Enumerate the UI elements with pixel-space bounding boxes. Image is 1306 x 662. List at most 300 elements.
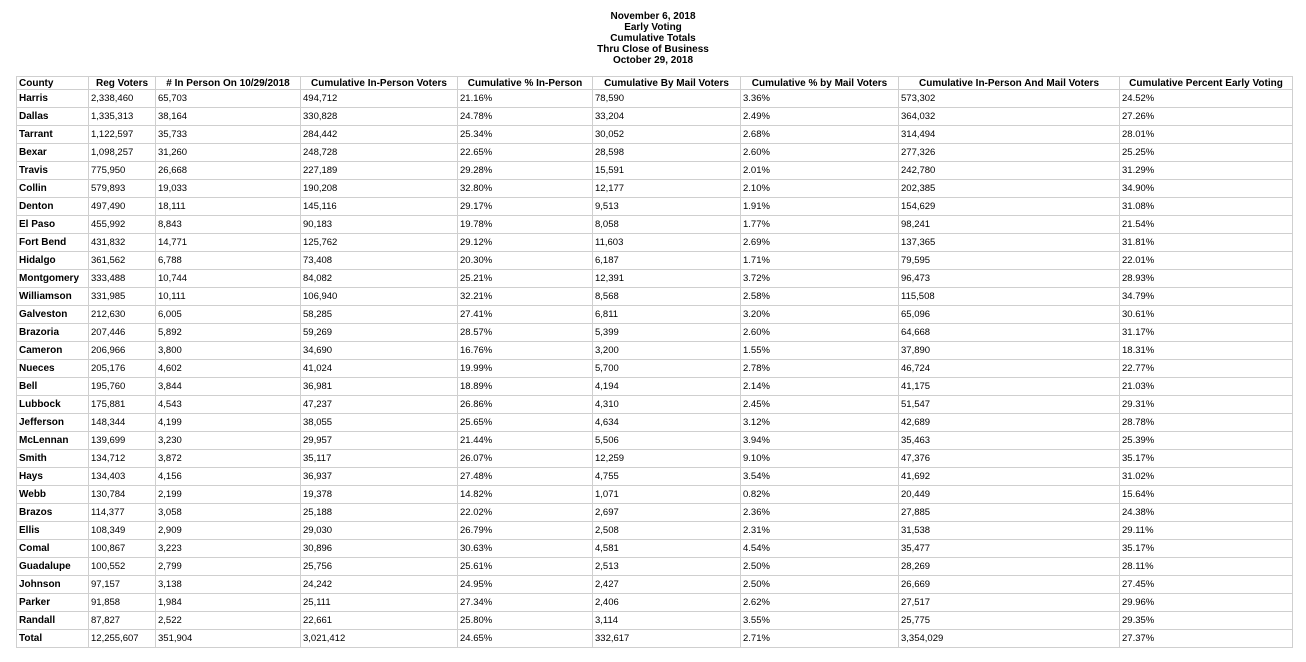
cell-in-person-today: 18,111 xyxy=(156,198,301,216)
cell-cumulative-by-mail: 2,508 xyxy=(593,522,741,540)
cell-cumulative-in-person-and-mail: 37,890 xyxy=(899,342,1120,360)
cell-cumulative-pct-in-person: 32.80% xyxy=(458,180,593,198)
cell-cumulative-in-person-and-mail: 26,669 xyxy=(899,576,1120,594)
cell-cumulative-percent-early-voting: 28.11% xyxy=(1120,558,1293,576)
report-date: October 29, 2018 xyxy=(612,55,694,66)
cell-cumulative-percent-early-voting: 29.11% xyxy=(1120,522,1293,540)
cell-cumulative-percent-early-voting: 21.54% xyxy=(1120,216,1293,234)
table-row xyxy=(17,252,1293,270)
cell-cumulative-percent-early-voting: 34.90% xyxy=(1120,180,1293,198)
cell-cumulative-in-person: 106,940 xyxy=(301,288,458,306)
cell-cumulative-pct-by-mail: 2.60% xyxy=(741,324,899,342)
cell-in-person-today: 6,005 xyxy=(156,306,301,324)
cell-cumulative-by-mail: 2,697 xyxy=(593,504,741,522)
cell-cumulative-pct-in-person: 22.65% xyxy=(458,144,593,162)
cell-cumulative-pct-by-mail: 1.91% xyxy=(741,198,899,216)
cell-cumulative-in-person: 125,762 xyxy=(301,234,458,252)
cell-cumulative-pct-by-mail: 2.62% xyxy=(741,594,899,612)
cell-cumulative-pct-in-person: 30.63% xyxy=(458,540,593,558)
cell-reg-voters: 1,098,257 xyxy=(89,144,156,162)
cell-cumulative-in-person: 47,237 xyxy=(301,396,458,414)
cell-county: Brazos xyxy=(17,504,89,522)
cell-cumulative-pct-in-person: 14.82% xyxy=(458,486,593,504)
cell-cumulative-percent-early-voting: 22.77% xyxy=(1120,360,1293,378)
cell-cumulative-in-person: 36,981 xyxy=(301,378,458,396)
cell-cumulative-in-person: 36,937 xyxy=(301,468,458,486)
cell-cumulative-pct-in-person: 25.61% xyxy=(458,558,593,576)
cell-county: Jefferson xyxy=(17,414,89,432)
cell-in-person-today: 3,800 xyxy=(156,342,301,360)
cell-cumulative-by-mail: 28,598 xyxy=(593,144,741,162)
report-subtitle: Cumulative Totals xyxy=(610,33,696,44)
cell-cumulative-pct-in-person: 25.65% xyxy=(458,414,593,432)
cell-reg-voters: 775,950 xyxy=(89,162,156,180)
cell-cumulative-percent-early-voting: 34.79% xyxy=(1120,288,1293,306)
cell-reg-voters: 100,867 xyxy=(89,540,156,558)
cell-cumulative-in-person-and-mail: 96,473 xyxy=(899,270,1120,288)
cell-cumulative-in-person: 3,021,412 xyxy=(301,630,458,648)
cell-cumulative-in-person-and-mail: 42,689 xyxy=(899,414,1120,432)
table-row xyxy=(17,108,1293,126)
cell-cumulative-pct-in-person: 19.99% xyxy=(458,360,593,378)
cell-cumulative-in-person-and-mail: 137,365 xyxy=(899,234,1120,252)
cell-in-person-today: 4,602 xyxy=(156,360,301,378)
cell-cumulative-in-person: 90,183 xyxy=(301,216,458,234)
cell-cumulative-in-person-and-mail: 25,775 xyxy=(899,612,1120,630)
cell-cumulative-pct-by-mail: 2.50% xyxy=(741,558,899,576)
cell-cumulative-percent-early-voting: 35.17% xyxy=(1120,540,1293,558)
cell-cumulative-in-person-and-mail: 35,477 xyxy=(899,540,1120,558)
cell-cumulative-pct-in-person: 26.07% xyxy=(458,450,593,468)
cell-cumulative-by-mail: 12,391 xyxy=(593,270,741,288)
cell-county: Brazoria xyxy=(17,324,89,342)
cell-cumulative-by-mail: 4,755 xyxy=(593,468,741,486)
cell-cumulative-pct-in-person: 27.41% xyxy=(458,306,593,324)
cell-cumulative-by-mail: 2,427 xyxy=(593,576,741,594)
cell-cumulative-pct-in-person: 21.16% xyxy=(458,90,593,108)
cell-county: Fort Bend xyxy=(17,234,89,252)
cell-cumulative-in-person-and-mail: 242,780 xyxy=(899,162,1120,180)
cell-in-person-today: 10,744 xyxy=(156,270,301,288)
cell-county: Total xyxy=(17,630,89,648)
cell-county: Comal xyxy=(17,540,89,558)
cell-cumulative-percent-early-voting: 31.29% xyxy=(1120,162,1293,180)
table-row xyxy=(17,288,1293,306)
cell-cumulative-by-mail: 4,581 xyxy=(593,540,741,558)
cell-reg-voters: 97,157 xyxy=(89,576,156,594)
cell-cumulative-in-person: 227,189 xyxy=(301,162,458,180)
cell-reg-voters: 205,176 xyxy=(89,360,156,378)
cell-cumulative-pct-by-mail: 2.69% xyxy=(741,234,899,252)
table-row xyxy=(17,144,1293,162)
table-row xyxy=(17,180,1293,198)
cell-cumulative-in-person-and-mail: 46,724 xyxy=(899,360,1120,378)
cell-reg-voters: 108,349 xyxy=(89,522,156,540)
cell-in-person-today: 3,230 xyxy=(156,432,301,450)
cell-in-person-today: 31,260 xyxy=(156,144,301,162)
cell-county: Hays xyxy=(17,468,89,486)
cell-cumulative-in-person: 25,756 xyxy=(301,558,458,576)
cell-county: Ellis xyxy=(17,522,89,540)
cell-cumulative-pct-in-person: 24.78% xyxy=(458,108,593,126)
cell-county: Travis xyxy=(17,162,89,180)
cell-in-person-today: 10,111 xyxy=(156,288,301,306)
cell-reg-voters: 1,335,313 xyxy=(89,108,156,126)
column-header-reg-voters: Reg Voters xyxy=(89,77,156,90)
table-row xyxy=(17,270,1293,288)
cell-cumulative-pct-in-person: 32.21% xyxy=(458,288,593,306)
cell-cumulative-pct-by-mail: 3.94% xyxy=(741,432,899,450)
cell-cumulative-percent-early-voting: 27.37% xyxy=(1120,630,1293,648)
cell-county: El Paso xyxy=(17,216,89,234)
cell-cumulative-percent-early-voting: 30.61% xyxy=(1120,306,1293,324)
cell-cumulative-pct-in-person: 29.17% xyxy=(458,198,593,216)
cell-cumulative-by-mail: 3,114 xyxy=(593,612,741,630)
cell-reg-voters: 12,255,607 xyxy=(89,630,156,648)
cell-reg-voters: 91,858 xyxy=(89,594,156,612)
table-row xyxy=(17,576,1293,594)
cell-cumulative-by-mail: 8,568 xyxy=(593,288,741,306)
cell-cumulative-pct-by-mail: 3.55% xyxy=(741,612,899,630)
cell-cumulative-pct-by-mail: 2.68% xyxy=(741,126,899,144)
cell-in-person-today: 2,199 xyxy=(156,486,301,504)
cell-cumulative-pct-in-person: 25.80% xyxy=(458,612,593,630)
cell-cumulative-by-mail: 332,617 xyxy=(593,630,741,648)
table-row xyxy=(17,540,1293,558)
cell-in-person-today: 1,984 xyxy=(156,594,301,612)
cell-cumulative-percent-early-voting: 27.26% xyxy=(1120,108,1293,126)
cell-cumulative-pct-by-mail: 3.72% xyxy=(741,270,899,288)
cell-in-person-today: 4,199 xyxy=(156,414,301,432)
report-header xyxy=(0,11,1306,66)
report-period: Thru Close of Business xyxy=(597,44,709,55)
cell-cumulative-in-person-and-mail: 277,326 xyxy=(899,144,1120,162)
cell-reg-voters: 130,784 xyxy=(89,486,156,504)
cell-cumulative-pct-in-person: 27.48% xyxy=(458,468,593,486)
cell-cumulative-pct-in-person: 20.30% xyxy=(458,252,593,270)
cell-cumulative-pct-by-mail: 2.36% xyxy=(741,504,899,522)
cell-cumulative-in-person: 38,055 xyxy=(301,414,458,432)
cell-cumulative-in-person: 41,024 xyxy=(301,360,458,378)
cell-cumulative-in-person: 34,690 xyxy=(301,342,458,360)
cell-cumulative-pct-by-mail: 2.49% xyxy=(741,108,899,126)
cell-cumulative-in-person-and-mail: 3,354,029 xyxy=(899,630,1120,648)
cell-cumulative-percent-early-voting: 25.25% xyxy=(1120,144,1293,162)
cell-cumulative-pct-in-person: 25.21% xyxy=(458,270,593,288)
cell-cumulative-by-mail: 5,506 xyxy=(593,432,741,450)
cell-cumulative-in-person-and-mail: 28,269 xyxy=(899,558,1120,576)
cell-cumulative-by-mail: 4,194 xyxy=(593,378,741,396)
cell-cumulative-in-person-and-mail: 27,885 xyxy=(899,504,1120,522)
cell-reg-voters: 195,760 xyxy=(89,378,156,396)
cell-reg-voters: 431,832 xyxy=(89,234,156,252)
cell-in-person-today: 38,164 xyxy=(156,108,301,126)
table-row xyxy=(17,414,1293,432)
table-row xyxy=(17,216,1293,234)
cell-cumulative-in-person-and-mail: 64,668 xyxy=(899,324,1120,342)
cell-county: Denton xyxy=(17,198,89,216)
cell-cumulative-pct-by-mail: 2.60% xyxy=(741,144,899,162)
cell-cumulative-pct-in-person: 19.78% xyxy=(458,216,593,234)
cell-cumulative-percent-early-voting: 25.39% xyxy=(1120,432,1293,450)
table-row xyxy=(17,162,1293,180)
cell-cumulative-in-person-and-mail: 314,494 xyxy=(899,126,1120,144)
cell-cumulative-percent-early-voting: 24.38% xyxy=(1120,504,1293,522)
cell-cumulative-pct-in-person: 26.79% xyxy=(458,522,593,540)
cell-cumulative-pct-by-mail: 1.71% xyxy=(741,252,899,270)
cell-county: Cameron xyxy=(17,342,89,360)
cell-cumulative-pct-in-person: 29.12% xyxy=(458,234,593,252)
cell-cumulative-pct-by-mail: 4.54% xyxy=(741,540,899,558)
cell-cumulative-in-person-and-mail: 41,692 xyxy=(899,468,1120,486)
table-row xyxy=(17,630,1293,648)
cell-cumulative-percent-early-voting: 35.17% xyxy=(1120,450,1293,468)
table-row xyxy=(17,198,1293,216)
cell-cumulative-by-mail: 9,513 xyxy=(593,198,741,216)
cell-county: Galveston xyxy=(17,306,89,324)
cell-county: Tarrant xyxy=(17,126,89,144)
cell-cumulative-percent-early-voting: 24.52% xyxy=(1120,90,1293,108)
cell-cumulative-by-mail: 6,811 xyxy=(593,306,741,324)
cell-reg-voters: 331,985 xyxy=(89,288,156,306)
cell-in-person-today: 3,058 xyxy=(156,504,301,522)
table-body xyxy=(17,90,1293,648)
cell-cumulative-in-person-and-mail: 51,547 xyxy=(899,396,1120,414)
cell-cumulative-pct-in-person: 28.57% xyxy=(458,324,593,342)
cell-reg-voters: 175,881 xyxy=(89,396,156,414)
cell-reg-voters: 361,562 xyxy=(89,252,156,270)
cell-cumulative-pct-by-mail: 2.71% xyxy=(741,630,899,648)
cell-cumulative-pct-in-person: 24.95% xyxy=(458,576,593,594)
cell-cumulative-in-person: 35,117 xyxy=(301,450,458,468)
cell-cumulative-pct-by-mail: 2.01% xyxy=(741,162,899,180)
cell-cumulative-pct-by-mail: 3.20% xyxy=(741,306,899,324)
cell-reg-voters: 497,490 xyxy=(89,198,156,216)
cell-cumulative-in-person: 25,188 xyxy=(301,504,458,522)
cell-cumulative-pct-by-mail: 2.50% xyxy=(741,576,899,594)
cell-cumulative-by-mail: 8,058 xyxy=(593,216,741,234)
cell-in-person-today: 65,703 xyxy=(156,90,301,108)
cell-in-person-today: 6,788 xyxy=(156,252,301,270)
cell-county: Dallas xyxy=(17,108,89,126)
cell-reg-voters: 139,699 xyxy=(89,432,156,450)
cell-in-person-today: 2,799 xyxy=(156,558,301,576)
cell-cumulative-by-mail: 11,603 xyxy=(593,234,741,252)
cell-cumulative-in-person-and-mail: 573,302 xyxy=(899,90,1120,108)
report-type: Early Voting xyxy=(624,22,682,33)
cell-county: Johnson xyxy=(17,576,89,594)
cell-reg-voters: 333,488 xyxy=(89,270,156,288)
cell-reg-voters: 2,338,460 xyxy=(89,90,156,108)
table-header-row xyxy=(17,77,1293,90)
cell-cumulative-pct-in-person: 26.86% xyxy=(458,396,593,414)
cell-cumulative-percent-early-voting: 31.08% xyxy=(1120,198,1293,216)
cell-county: Collin xyxy=(17,180,89,198)
table-row xyxy=(17,342,1293,360)
cell-in-person-today: 14,771 xyxy=(156,234,301,252)
cell-in-person-today: 19,033 xyxy=(156,180,301,198)
cell-cumulative-pct-in-person: 25.34% xyxy=(458,126,593,144)
cell-reg-voters: 1,122,597 xyxy=(89,126,156,144)
cell-reg-voters: 148,344 xyxy=(89,414,156,432)
cell-county: Smith xyxy=(17,450,89,468)
cell-county: Randall xyxy=(17,612,89,630)
cell-cumulative-by-mail: 15,591 xyxy=(593,162,741,180)
cell-cumulative-in-person: 29,957 xyxy=(301,432,458,450)
cell-cumulative-pct-by-mail: 2.10% xyxy=(741,180,899,198)
cell-cumulative-percent-early-voting: 28.01% xyxy=(1120,126,1293,144)
cell-cumulative-in-person-and-mail: 79,595 xyxy=(899,252,1120,270)
cell-cumulative-pct-in-person: 29.28% xyxy=(458,162,593,180)
cell-cumulative-in-person-and-mail: 65,096 xyxy=(899,306,1120,324)
column-header-cumulative-percent-early-voting: Cumulative Percent Early Voting xyxy=(1120,77,1293,90)
cell-cumulative-by-mail: 2,406 xyxy=(593,594,741,612)
cell-county: Bell xyxy=(17,378,89,396)
table-row xyxy=(17,504,1293,522)
cell-cumulative-in-person-and-mail: 20,449 xyxy=(899,486,1120,504)
cell-in-person-today: 3,138 xyxy=(156,576,301,594)
cell-cumulative-in-person-and-mail: 115,508 xyxy=(899,288,1120,306)
cell-reg-voters: 134,712 xyxy=(89,450,156,468)
cell-cumulative-percent-early-voting: 28.78% xyxy=(1120,414,1293,432)
cell-cumulative-pct-by-mail: 3.12% xyxy=(741,414,899,432)
cell-cumulative-percent-early-voting: 29.96% xyxy=(1120,594,1293,612)
cell-cumulative-in-person-and-mail: 98,241 xyxy=(899,216,1120,234)
cell-cumulative-percent-early-voting: 21.03% xyxy=(1120,378,1293,396)
cell-cumulative-in-person: 19,378 xyxy=(301,486,458,504)
cell-cumulative-in-person: 24,242 xyxy=(301,576,458,594)
table-row xyxy=(17,324,1293,342)
cell-in-person-today: 35,733 xyxy=(156,126,301,144)
column-header-cumulative-by-mail: Cumulative By Mail Voters xyxy=(593,77,741,90)
cell-cumulative-in-person: 22,661 xyxy=(301,612,458,630)
table-row xyxy=(17,486,1293,504)
column-header-cumulative-in-person-and-mail: Cumulative In-Person And Mail Voters xyxy=(899,77,1120,90)
cell-cumulative-pct-by-mail: 1.77% xyxy=(741,216,899,234)
cell-in-person-today: 4,543 xyxy=(156,396,301,414)
cell-cumulative-by-mail: 5,700 xyxy=(593,360,741,378)
table-row xyxy=(17,396,1293,414)
cell-cumulative-percent-early-voting: 31.17% xyxy=(1120,324,1293,342)
cell-reg-voters: 100,552 xyxy=(89,558,156,576)
cell-county: Montgomery xyxy=(17,270,89,288)
cell-cumulative-in-person-and-mail: 202,385 xyxy=(899,180,1120,198)
cell-reg-voters: 579,893 xyxy=(89,180,156,198)
cell-cumulative-by-mail: 30,052 xyxy=(593,126,741,144)
cell-cumulative-by-mail: 3,200 xyxy=(593,342,741,360)
cell-cumulative-in-person: 284,442 xyxy=(301,126,458,144)
cell-cumulative-in-person: 59,269 xyxy=(301,324,458,342)
cell-county: Guadalupe xyxy=(17,558,89,576)
cell-in-person-today: 4,156 xyxy=(156,468,301,486)
cell-cumulative-percent-early-voting: 31.02% xyxy=(1120,468,1293,486)
cell-cumulative-in-person: 58,285 xyxy=(301,306,458,324)
cell-cumulative-pct-in-person: 16.76% xyxy=(458,342,593,360)
cell-in-person-today: 5,892 xyxy=(156,324,301,342)
cell-cumulative-pct-in-person: 24.65% xyxy=(458,630,593,648)
cell-in-person-today: 3,872 xyxy=(156,450,301,468)
cell-cumulative-by-mail: 1,071 xyxy=(593,486,741,504)
cell-cumulative-pct-in-person: 18.89% xyxy=(458,378,593,396)
cell-in-person-today: 26,668 xyxy=(156,162,301,180)
cell-county: Webb xyxy=(17,486,89,504)
table-row xyxy=(17,360,1293,378)
cell-in-person-today: 351,904 xyxy=(156,630,301,648)
cell-cumulative-percent-early-voting: 18.31% xyxy=(1120,342,1293,360)
cell-cumulative-pct-in-person: 22.02% xyxy=(458,504,593,522)
cell-cumulative-by-mail: 2,513 xyxy=(593,558,741,576)
cell-reg-voters: 87,827 xyxy=(89,612,156,630)
cell-cumulative-in-person-and-mail: 154,629 xyxy=(899,198,1120,216)
cell-county: Williamson xyxy=(17,288,89,306)
cell-cumulative-percent-early-voting: 22.01% xyxy=(1120,252,1293,270)
cell-reg-voters: 207,446 xyxy=(89,324,156,342)
cell-cumulative-in-person: 248,728 xyxy=(301,144,458,162)
cell-cumulative-in-person-and-mail: 41,175 xyxy=(899,378,1120,396)
column-header-county: County xyxy=(17,77,89,90)
cell-cumulative-by-mail: 12,177 xyxy=(593,180,741,198)
table-row xyxy=(17,450,1293,468)
cell-cumulative-in-person: 330,828 xyxy=(301,108,458,126)
column-header-cumulative-in-person: Cumulative In-Person Voters xyxy=(301,77,458,90)
cell-cumulative-in-person-and-mail: 27,517 xyxy=(899,594,1120,612)
cell-in-person-today: 3,844 xyxy=(156,378,301,396)
cell-cumulative-pct-by-mail: 2.58% xyxy=(741,288,899,306)
table-row xyxy=(17,306,1293,324)
table-row xyxy=(17,522,1293,540)
cell-cumulative-pct-by-mail: 9.10% xyxy=(741,450,899,468)
cell-cumulative-pct-by-mail: 1.55% xyxy=(741,342,899,360)
cell-cumulative-percent-early-voting: 29.31% xyxy=(1120,396,1293,414)
column-header-cumulative-pct-by-mail: Cumulative % by Mail Voters xyxy=(741,77,899,90)
cell-cumulative-in-person: 73,408 xyxy=(301,252,458,270)
table-row xyxy=(17,558,1293,576)
cell-in-person-today: 3,223 xyxy=(156,540,301,558)
cell-county: Harris xyxy=(17,90,89,108)
cell-in-person-today: 8,843 xyxy=(156,216,301,234)
table-row xyxy=(17,90,1293,108)
cell-cumulative-by-mail: 6,187 xyxy=(593,252,741,270)
cell-cumulative-pct-by-mail: 2.45% xyxy=(741,396,899,414)
column-header-cumulative-pct-in-person: Cumulative % In-Person xyxy=(458,77,593,90)
cell-county: Lubbock xyxy=(17,396,89,414)
cell-cumulative-in-person-and-mail: 47,376 xyxy=(899,450,1120,468)
column-header-in-person-today: # In Person On 10/29/2018 xyxy=(156,77,301,90)
cell-cumulative-in-person: 190,208 xyxy=(301,180,458,198)
election-date: November 6, 2018 xyxy=(610,11,696,22)
cell-county: McLennan xyxy=(17,432,89,450)
cell-cumulative-pct-by-mail: 2.14% xyxy=(741,378,899,396)
table-row xyxy=(17,234,1293,252)
cell-cumulative-in-person-and-mail: 364,032 xyxy=(899,108,1120,126)
cell-cumulative-pct-by-mail: 2.31% xyxy=(741,522,899,540)
cell-cumulative-by-mail: 78,590 xyxy=(593,90,741,108)
cell-county: Parker xyxy=(17,594,89,612)
cell-cumulative-percent-early-voting: 29.35% xyxy=(1120,612,1293,630)
cell-cumulative-percent-early-voting: 15.64% xyxy=(1120,486,1293,504)
cell-cumulative-percent-early-voting: 27.45% xyxy=(1120,576,1293,594)
cell-in-person-today: 2,522 xyxy=(156,612,301,630)
cell-cumulative-in-person: 145,116 xyxy=(301,198,458,216)
cell-cumulative-pct-in-person: 27.34% xyxy=(458,594,593,612)
table-row xyxy=(17,468,1293,486)
cell-reg-voters: 114,377 xyxy=(89,504,156,522)
cell-cumulative-by-mail: 4,310 xyxy=(593,396,741,414)
cell-cumulative-pct-by-mail: 3.36% xyxy=(741,90,899,108)
cell-reg-voters: 212,630 xyxy=(89,306,156,324)
cell-in-person-today: 2,909 xyxy=(156,522,301,540)
cell-cumulative-pct-by-mail: 2.78% xyxy=(741,360,899,378)
